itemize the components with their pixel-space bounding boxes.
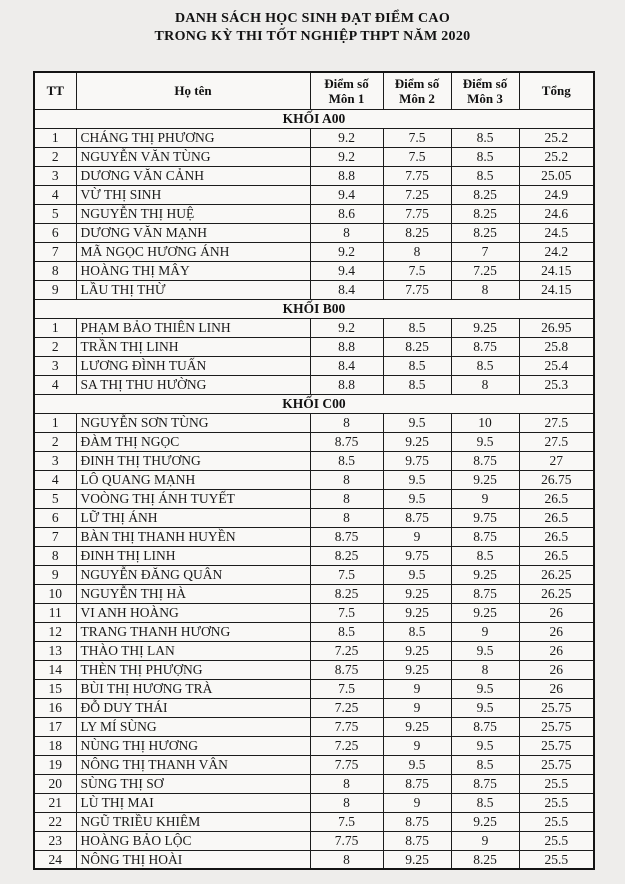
score-mon2: 9.25	[383, 717, 451, 736]
score-mon1: 8.5	[310, 451, 383, 470]
score-mon2: 9	[383, 679, 451, 698]
table-row	[34, 508, 594, 527]
score-mon3: 8.75	[451, 527, 519, 546]
table-row	[34, 641, 594, 660]
score-mon1: 7.25	[310, 736, 383, 755]
row-number: 11	[34, 603, 76, 622]
table-body	[34, 109, 594, 869]
score-mon3: 8.5	[451, 546, 519, 565]
score-total: 27.5	[519, 432, 594, 451]
score-mon3: 7	[451, 242, 519, 261]
table-row	[34, 451, 594, 470]
student-name: HOÀNG BẢO LỘC	[76, 831, 310, 850]
score-mon2: 9.25	[383, 603, 451, 622]
score-mon2: 8.5	[383, 318, 451, 337]
row-number: 15	[34, 679, 76, 698]
score-mon1: 8	[310, 508, 383, 527]
row-number: 1	[34, 318, 76, 337]
score-total: 25.5	[519, 812, 594, 831]
row-number: 1	[34, 128, 76, 147]
score-mon3: 9	[451, 489, 519, 508]
student-name: VI ANH HOÀNG	[76, 603, 310, 622]
student-name: DƯƠNG VĂN MẠNH	[76, 223, 310, 242]
score-total: 26	[519, 679, 594, 698]
row-number: 5	[34, 489, 76, 508]
row-number: 2	[34, 337, 76, 356]
score-mon2: 8.5	[383, 375, 451, 394]
row-number: 6	[34, 223, 76, 242]
score-mon3: 9.5	[451, 679, 519, 698]
table-row	[34, 337, 594, 356]
score-total: 26.95	[519, 318, 594, 337]
score-mon3: 9.5	[451, 432, 519, 451]
score-total: 25.05	[519, 166, 594, 185]
row-number: 12	[34, 622, 76, 641]
score-mon3: 8	[451, 375, 519, 394]
score-mon1: 9.2	[310, 128, 383, 147]
table-row	[34, 356, 594, 375]
score-total: 25.5	[519, 793, 594, 812]
score-mon2: 8	[383, 242, 451, 261]
score-mon2: 9.75	[383, 451, 451, 470]
score-mon2: 9	[383, 793, 451, 812]
score-total: 26.5	[519, 489, 594, 508]
score-mon1: 9.4	[310, 261, 383, 280]
table-row	[34, 527, 594, 546]
score-mon1: 7.5	[310, 565, 383, 584]
table-row	[34, 812, 594, 831]
student-name: SA THỊ THU HƯỜNG	[76, 375, 310, 394]
score-prefix-label: Điểm số	[462, 75, 508, 91]
table-row	[34, 223, 594, 242]
student-name: LẦU THỊ THỪ	[76, 280, 310, 299]
row-number: 21	[34, 793, 76, 812]
score-total: 25.2	[519, 147, 594, 166]
subject3-label: Môn 3	[467, 90, 503, 106]
col-header-mon3	[451, 72, 519, 109]
student-name: NGŨ TRIỀU KHIÊM	[76, 812, 310, 831]
score-total: 27.5	[519, 413, 594, 432]
score-mon1: 8.4	[310, 356, 383, 375]
col-header-name: Họ tên	[76, 72, 310, 109]
score-mon3: 9.5	[451, 641, 519, 660]
score-mon1: 8.6	[310, 204, 383, 223]
section-header-row	[34, 299, 594, 318]
score-mon3: 9.25	[451, 812, 519, 831]
score-total: 26.5	[519, 546, 594, 565]
table-row	[34, 755, 594, 774]
score-prefix-label: Điểm số	[394, 75, 440, 91]
student-name: TRANG THANH HƯƠNG	[76, 622, 310, 641]
score-total: 24.5	[519, 223, 594, 242]
student-name: NGUYỄN VĂN TÙNG	[76, 147, 310, 166]
score-mon1: 8.8	[310, 166, 383, 185]
student-name: NÙNG THỊ HƯƠNG	[76, 736, 310, 755]
student-name: THÀO THỊ LAN	[76, 641, 310, 660]
row-number: 4	[34, 185, 76, 204]
student-name: NÔNG THỊ HOÀI	[76, 850, 310, 869]
score-mon1: 9.2	[310, 147, 383, 166]
row-number: 23	[34, 831, 76, 850]
table-row	[34, 489, 594, 508]
table-row	[34, 147, 594, 166]
row-number: 5	[34, 204, 76, 223]
score-mon1: 8	[310, 850, 383, 869]
score-mon2: 9.25	[383, 850, 451, 869]
table-row	[34, 660, 594, 679]
col-header-mon1	[310, 72, 383, 109]
score-total: 25.75	[519, 755, 594, 774]
table-row	[34, 166, 594, 185]
score-mon2: 8.75	[383, 774, 451, 793]
score-total: 26.5	[519, 508, 594, 527]
row-number: 19	[34, 755, 76, 774]
table-row	[34, 261, 594, 280]
row-number: 9	[34, 565, 76, 584]
row-number: 17	[34, 717, 76, 736]
row-number: 13	[34, 641, 76, 660]
score-total: 26.25	[519, 565, 594, 584]
row-number: 10	[34, 584, 76, 603]
score-mon1: 7.75	[310, 831, 383, 850]
score-mon3: 9.25	[451, 603, 519, 622]
student-name: LƯƠNG ĐÌNH TUẤN	[76, 356, 310, 375]
table-row	[34, 717, 594, 736]
score-mon1: 8.25	[310, 546, 383, 565]
score-total: 25.8	[519, 337, 594, 356]
score-mon1: 7.25	[310, 641, 383, 660]
table-row	[34, 679, 594, 698]
student-name: ĐINH THỊ THƯƠNG	[76, 451, 310, 470]
score-total: 26	[519, 641, 594, 660]
section-header-row	[34, 109, 594, 128]
score-mon1: 7.75	[310, 717, 383, 736]
score-mon2: 8.75	[383, 812, 451, 831]
section-label: KHỐI B00	[34, 299, 594, 318]
row-number: 3	[34, 451, 76, 470]
row-number: 22	[34, 812, 76, 831]
section-label: KHỐI A00	[34, 109, 594, 128]
header-row	[34, 72, 594, 109]
score-total: 26.5	[519, 527, 594, 546]
score-mon3: 9.5	[451, 698, 519, 717]
score-mon1: 8	[310, 413, 383, 432]
row-number: 8	[34, 261, 76, 280]
score-mon1: 8.4	[310, 280, 383, 299]
score-mon2: 8.75	[383, 508, 451, 527]
student-name: BÀN THỊ THANH HUYỀN	[76, 527, 310, 546]
score-mon3: 10	[451, 413, 519, 432]
score-mon3: 8.5	[451, 793, 519, 812]
score-total: 25.75	[519, 698, 594, 717]
student-name: ĐỖ DUY THÁI	[76, 698, 310, 717]
score-mon2: 8.5	[383, 356, 451, 375]
section-header-row	[34, 394, 594, 413]
table-row	[34, 698, 594, 717]
score-total: 25.5	[519, 850, 594, 869]
score-total: 25.4	[519, 356, 594, 375]
score-mon3: 8.75	[451, 451, 519, 470]
student-name: DƯƠNG VĂN CẢNH	[76, 166, 310, 185]
score-mon1: 8.8	[310, 337, 383, 356]
score-mon1: 8.5	[310, 622, 383, 641]
student-name: TRẦN THỊ LINH	[76, 337, 310, 356]
student-name: LỮ THỊ ÁNH	[76, 508, 310, 527]
score-mon3: 8.25	[451, 185, 519, 204]
score-total: 24.15	[519, 280, 594, 299]
row-number: 20	[34, 774, 76, 793]
score-mon1: 7.5	[310, 812, 383, 831]
score-mon2: 9.5	[383, 565, 451, 584]
score-total: 26.75	[519, 470, 594, 489]
score-total: 25.3	[519, 375, 594, 394]
score-total: 27	[519, 451, 594, 470]
score-total: 25.2	[519, 128, 594, 147]
score-total: 25.5	[519, 774, 594, 793]
table-row	[34, 850, 594, 869]
score-mon1: 8	[310, 223, 383, 242]
row-number: 2	[34, 147, 76, 166]
score-mon3: 8.5	[451, 147, 519, 166]
score-mon3: 9.25	[451, 470, 519, 489]
score-mon2: 8.75	[383, 831, 451, 850]
score-mon1: 9.4	[310, 185, 383, 204]
score-mon1: 7.25	[310, 698, 383, 717]
score-mon2: 7.75	[383, 166, 451, 185]
score-mon3: 9.75	[451, 508, 519, 527]
score-mon3: 8.25	[451, 223, 519, 242]
score-mon1: 8	[310, 774, 383, 793]
score-mon1: 8.8	[310, 375, 383, 394]
table-row	[34, 185, 594, 204]
score-total: 25.5	[519, 831, 594, 850]
score-mon2: 9.5	[383, 755, 451, 774]
score-mon2: 9	[383, 527, 451, 546]
col-header-tt: TT	[34, 72, 76, 109]
score-mon3: 8	[451, 660, 519, 679]
table-row	[34, 565, 594, 584]
table-row	[34, 413, 594, 432]
score-total: 26	[519, 660, 594, 679]
score-mon3: 8.5	[451, 166, 519, 185]
score-mon2: 9	[383, 698, 451, 717]
scores-table	[33, 71, 595, 870]
table-row	[34, 584, 594, 603]
col-header-total: Tổng	[519, 72, 594, 109]
row-number: 6	[34, 508, 76, 527]
student-name: VỪ THỊ SINH	[76, 185, 310, 204]
score-total: 26	[519, 622, 594, 641]
score-mon1: 7.75	[310, 755, 383, 774]
table-row	[34, 204, 594, 223]
document-title-line1: DANH SÁCH HỌC SINH ĐẠT ĐIỂM CAO	[174, 11, 451, 26]
score-mon3: 8.75	[451, 584, 519, 603]
student-name: NÔNG THỊ THANH VÂN	[76, 755, 310, 774]
row-number: 16	[34, 698, 76, 717]
student-name: SÙNG THỊ SƠ	[76, 774, 310, 793]
score-mon2: 9.5	[383, 413, 451, 432]
score-mon1: 8.75	[310, 527, 383, 546]
row-number: 1	[34, 413, 76, 432]
score-mon3: 8.5	[451, 356, 519, 375]
score-mon1: 9.2	[310, 242, 383, 261]
student-name: NGUYỄN SƠN TÙNG	[76, 413, 310, 432]
score-mon2: 8.25	[383, 223, 451, 242]
table-row	[34, 831, 594, 850]
score-mon2: 7.75	[383, 204, 451, 223]
score-mon2: 8.5	[383, 622, 451, 641]
student-name: VOÒNG THỊ ÁNH TUYẾT	[76, 489, 310, 508]
score-mon3: 9	[451, 831, 519, 850]
student-name: THÈN THỊ PHƯỢNG	[76, 660, 310, 679]
score-mon2: 7.5	[383, 261, 451, 280]
table-row	[34, 774, 594, 793]
score-mon1: 8	[310, 793, 383, 812]
table-row	[34, 622, 594, 641]
score-mon3: 9.5	[451, 736, 519, 755]
score-mon3: 8	[451, 280, 519, 299]
student-name: LÔ QUANG MẠNH	[76, 470, 310, 489]
row-number: 18	[34, 736, 76, 755]
student-name: LY MÍ SÙNG	[76, 717, 310, 736]
score-mon1: 7.5	[310, 603, 383, 622]
row-number: 3	[34, 356, 76, 375]
score-total: 25.75	[519, 736, 594, 755]
score-mon3: 9.25	[451, 565, 519, 584]
document-title	[0, 0, 625, 46]
student-name: BÙI THỊ HƯƠNG TRÀ	[76, 679, 310, 698]
student-name: NGUYỄN THỊ HUỆ	[76, 204, 310, 223]
score-mon2: 9	[383, 736, 451, 755]
score-mon1: 8	[310, 470, 383, 489]
score-mon2: 9.25	[383, 584, 451, 603]
score-mon3: 8.75	[451, 774, 519, 793]
student-name: NGUYỄN THỊ HÀ	[76, 584, 310, 603]
table-row	[34, 128, 594, 147]
section-label: KHỐI C00	[34, 394, 594, 413]
table-row	[34, 470, 594, 489]
score-total: 24.15	[519, 261, 594, 280]
row-number: 4	[34, 470, 76, 489]
table-header	[34, 72, 594, 109]
score-total: 26.25	[519, 584, 594, 603]
row-number: 4	[34, 375, 76, 394]
student-name: ĐINH THỊ LINH	[76, 546, 310, 565]
student-name: NGUYỄN ĐĂNG QUÂN	[76, 565, 310, 584]
score-mon2: 8.25	[383, 337, 451, 356]
student-name: CHÁNG THỊ PHƯƠNG	[76, 128, 310, 147]
row-number: 14	[34, 660, 76, 679]
student-name: LÙ THỊ MAI	[76, 793, 310, 812]
student-name: HOÀNG THỊ MÂY	[76, 261, 310, 280]
document-title-line2: TRONG KỲ THI TỐT NGHIỆP THPT NĂM 2020	[154, 29, 471, 44]
score-mon1: 8.75	[310, 432, 383, 451]
score-mon3: 7.25	[451, 261, 519, 280]
score-mon2: 7.75	[383, 280, 451, 299]
table-row	[34, 432, 594, 451]
score-mon3: 8.75	[451, 717, 519, 736]
table-row	[34, 546, 594, 565]
score-mon1: 8	[310, 489, 383, 508]
row-number: 2	[34, 432, 76, 451]
row-number: 8	[34, 546, 76, 565]
score-mon1: 8.25	[310, 584, 383, 603]
table-row	[34, 280, 594, 299]
score-prefix-label: Điểm số	[324, 75, 369, 91]
table-row	[34, 736, 594, 755]
row-number: 3	[34, 166, 76, 185]
score-mon2: 7.25	[383, 185, 451, 204]
score-mon3: 8.5	[451, 755, 519, 774]
table-row	[34, 793, 594, 812]
score-total: 24.2	[519, 242, 594, 261]
student-name: ĐÀM THỊ NGỌC	[76, 432, 310, 451]
subject2-label: Môn 2	[399, 90, 435, 106]
score-mon2: 9.25	[383, 432, 451, 451]
score-mon3: 8.25	[451, 204, 519, 223]
score-mon3: 9.25	[451, 318, 519, 337]
score-mon1: 8.75	[310, 660, 383, 679]
table-row	[34, 318, 594, 337]
score-mon2: 9.5	[383, 470, 451, 489]
score-mon2: 9.25	[383, 660, 451, 679]
table-row	[34, 242, 594, 261]
score-mon1: 7.5	[310, 679, 383, 698]
score-mon2: 7.5	[383, 147, 451, 166]
row-number: 7	[34, 242, 76, 261]
score-total: 24.9	[519, 185, 594, 204]
score-mon2: 9.5	[383, 489, 451, 508]
table-row	[34, 603, 594, 622]
col-header-mon2	[383, 72, 451, 109]
score-mon3: 9	[451, 622, 519, 641]
subject1-label: Môn 1	[328, 90, 365, 106]
score-mon2: 9.25	[383, 641, 451, 660]
student-name: PHẠM BẢO THIÊN LINH	[76, 318, 310, 337]
score-mon3: 8.25	[451, 850, 519, 869]
row-number: 24	[34, 850, 76, 869]
student-name: MÃ NGỌC HƯƠNG ÁNH	[76, 242, 310, 261]
table-row	[34, 375, 594, 394]
row-number: 7	[34, 527, 76, 546]
score-mon3: 8.75	[451, 337, 519, 356]
score-total: 25.75	[519, 717, 594, 736]
score-mon2: 9.75	[383, 546, 451, 565]
score-total: 26	[519, 603, 594, 622]
score-total: 24.6	[519, 204, 594, 223]
score-mon2: 7.5	[383, 128, 451, 147]
score-mon1: 9.2	[310, 318, 383, 337]
row-number: 9	[34, 280, 76, 299]
score-mon3: 8.5	[451, 128, 519, 147]
